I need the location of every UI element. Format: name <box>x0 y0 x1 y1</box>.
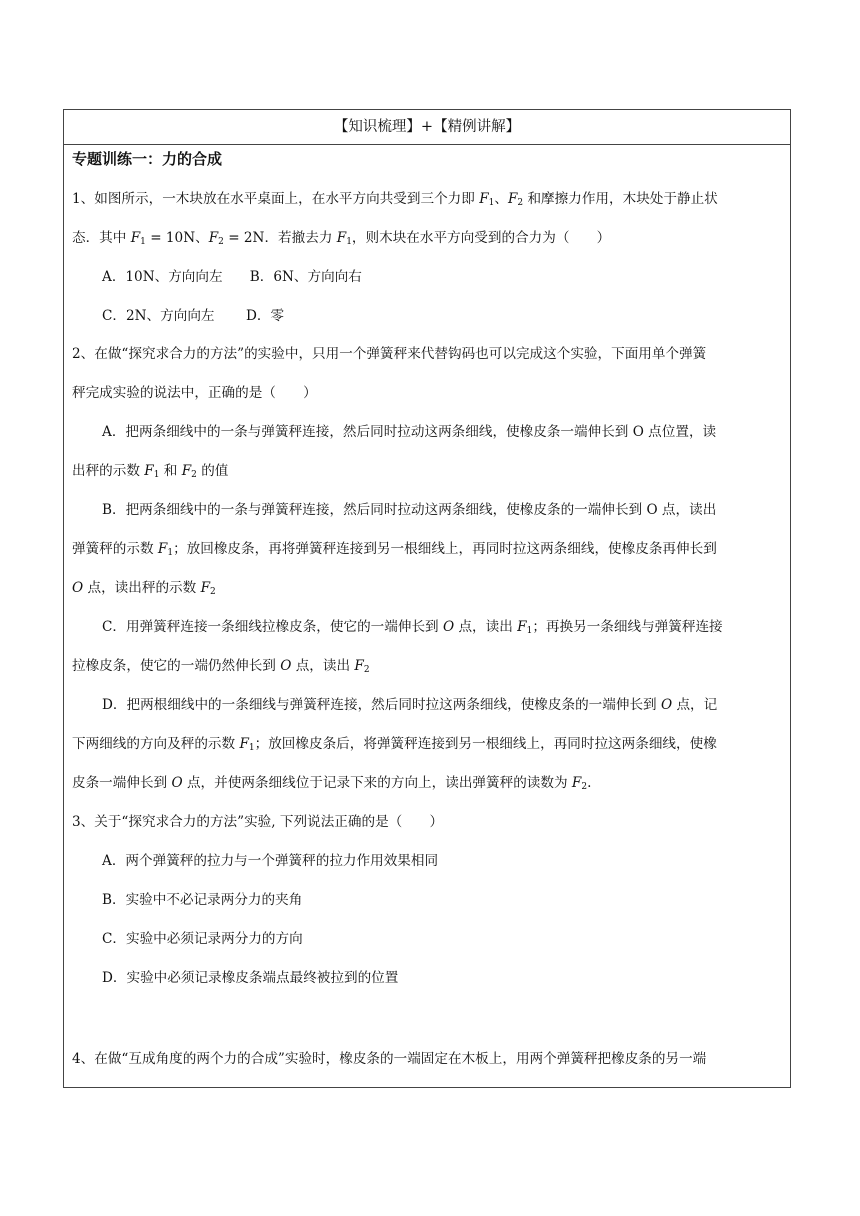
q2-option-a-line2: 出秤的示数 $F_1$ 和 $F_2$ 的值 <box>72 463 229 480</box>
q3-option-d: D．实验中必须记录橡皮条端点最终被拉到的位置 <box>102 970 399 986</box>
q4-stem-line1: 4、在做“互成角度的两个力的合成”实验时，橡皮条的一端固定在木板上，用两个弹簧秤把橡皮条的另一端 <box>72 1051 707 1067</box>
q2-option-d-line3: 皮条一端伸长到 O 点，并使两条细线位于记录下来的方向上，读出弹簧秤的读数为 $F_2$. <box>72 775 592 792</box>
q3-option-b: B．实验中不必记录两分力的夹角 <box>102 892 303 908</box>
worksheet-frame <box>63 109 791 1088</box>
q2-option-c-line1: C．用弹簧秤连接一条细线拉橡皮条，使它的一端伸长到 O 点，读出 $F_1$；再换另一条细线与弹簧秤连接 <box>102 619 723 636</box>
q1-options-row2: C．2N、方向向左 D．零 <box>102 308 285 324</box>
content-area <box>64 145 790 1088</box>
q2-option-b-line2: 弹簧秤的示数 $F_1$；放回橡皮条，再将弹簧秤连接到另一根细线上，再同时拉这两条细线，使橡皮条再伸长到 <box>72 541 717 558</box>
q2-option-c-line2: 拉橡皮条，使它的一端仍然伸长到 O 点，读出 $F_2$ <box>72 658 370 675</box>
q2-option-b-line1: B．把两条细线中的一条与弹簧秤连接，然后同时拉动这两条细线，使橡皮条的一端伸长到 O 点，读出 <box>102 502 717 518</box>
section-title: 专题训练一：力的合成 <box>72 150 223 168</box>
q3-option-c: C．实验中必须记录两分力的方向 <box>102 931 303 947</box>
q3-stem: 3、关于“探究求合力的方法”实验, 下列说法正确的是（ ） <box>72 814 444 830</box>
q2-option-d-line1: D．把两根细线中的一条细线与弹簧秤连接，然后同时拉这两条细线，使橡皮条的一端伸长到 O 点，记 <box>102 697 718 713</box>
section-header: 【知识梳理】+【精例讲解】 <box>64 110 790 145</box>
q2-stem-line1: 2、在做“探究求合力的方法”的实验中，只用一个弹簧秤来代替钩码也可以完成这个实验，下面用单个弹簧 <box>72 346 707 362</box>
q1-stem-line2: 态．其中 $F_1 = 10N$、$F_2 = 2N$．若撤去力 $F_1$，则木块在水平方向受到的合力为（ ） <box>72 230 611 247</box>
q1-options-row1: A．10N、方向向左 B．6N、方向向右 <box>102 269 362 285</box>
q2-option-b-line3: O 点，读出秤的示数 $F_2$ <box>72 580 216 597</box>
q2-option-a-line1: A．把两条细线中的一条与弹簧秤连接，然后同时拉动这两条细线，使橡皮条一端伸长到 O 点位置，读 <box>102 424 717 440</box>
q2-option-d-line2: 下两细线的方向及秤的示数 $F_1$；放回橡皮条后，将弹簧秤连接到另一根细线上，再同时拉这两条细线，使橡 <box>72 736 717 753</box>
q1-stem-line1: 1、如图所示，一木块放在水平桌面上，在水平方向共受到三个力即 $F_1$、$F_2$ 和摩擦力作用，木块处于静止状 <box>72 191 718 208</box>
q2-stem-line2: 秤完成实验的说法中，正确的是（ ） <box>72 385 317 401</box>
q3-option-a: A．两个弹簧秤的拉力与一个弹簧秤的拉力作用效果相同 <box>102 853 439 869</box>
